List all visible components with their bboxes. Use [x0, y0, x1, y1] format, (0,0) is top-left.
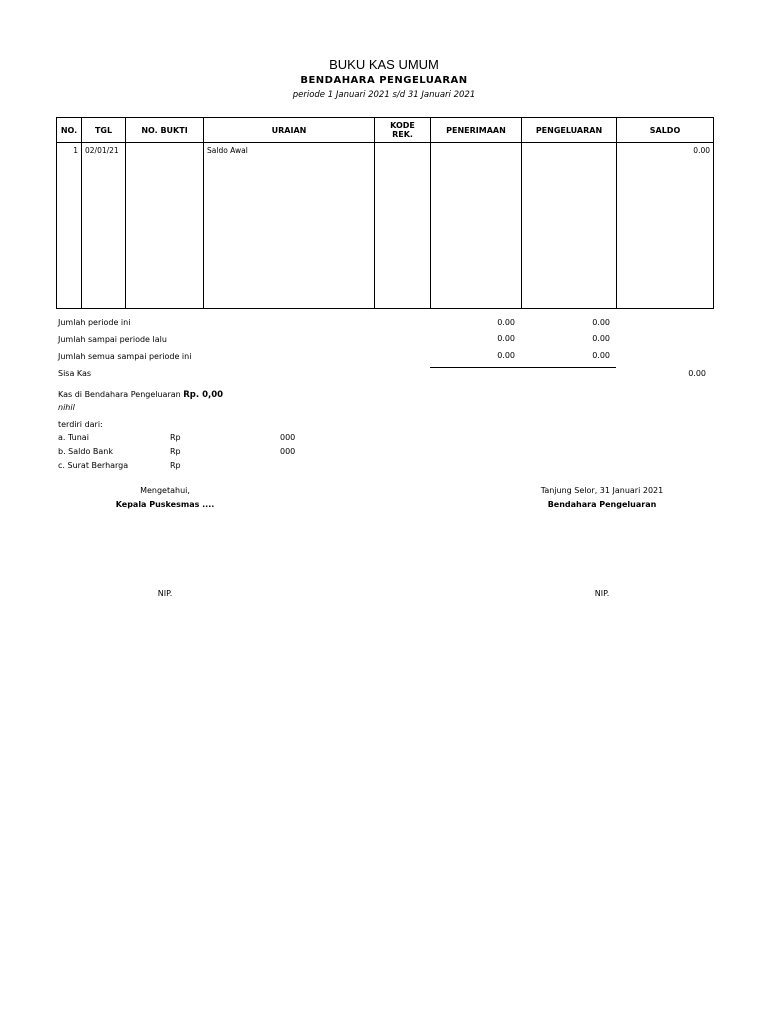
summary-periode-lalu-penerimaan: 0.00 — [497, 334, 515, 343]
cell-bukti — [126, 143, 204, 160]
kas-item-surat-currency: Rp — [170, 461, 181, 470]
signature-left-title: Kepala Puskesmas .... — [115, 500, 215, 509]
kas-item-bank-value: 000 — [280, 447, 296, 456]
kode-line-1: KODE — [390, 121, 415, 130]
column-header-kode-rek — [375, 118, 431, 143]
column-header-pengeluaran: PENGELUARAN — [522, 118, 617, 143]
kas-item-surat-label: c. Surat Berharga — [58, 461, 129, 470]
summary-divider — [430, 367, 616, 368]
cell-tgl: 02/01/21 — [82, 143, 126, 160]
column-header-no: NO. — [57, 118, 82, 143]
cell-pengeluaran — [522, 143, 617, 160]
column-header-tgl: TGL — [82, 118, 126, 143]
summary-semua-penerimaan: 0.00 — [497, 351, 515, 360]
summary-periode-ini-pengeluaran: 0.00 — [592, 318, 610, 327]
kas-item-tunai-label: a. Tunai — [58, 433, 89, 442]
table-filler-row — [57, 159, 714, 309]
summary-periode-lalu-label: Jumlah sampai periode lalu — [58, 335, 167, 344]
summary-semua-label: Jumlah semua sampai periode ini — [58, 352, 192, 361]
summary-semua-pengeluaran: 0.00 — [592, 351, 610, 360]
table-header-row — [57, 118, 714, 143]
kode-line-2: REK. — [392, 130, 413, 139]
column-header-no-bukti: NO. BUKTI — [126, 118, 204, 143]
kas-item-tunai-currency: Rp — [170, 433, 181, 442]
kas-statement — [58, 390, 223, 400]
column-header-saldo: SALDO — [617, 118, 714, 143]
signature-left-nip: NIP. — [157, 589, 173, 598]
column-header-uraian: URAIAN — [204, 118, 375, 143]
table-row — [57, 143, 714, 160]
document-subtitle: BENDAHARA PENGELUARAN — [300, 75, 468, 86]
cell-kode — [375, 143, 431, 160]
sisa-kas-label: Sisa Kas — [58, 369, 92, 378]
kas-item-tunai-value: 000 — [280, 433, 296, 442]
terdiri-label: terdiri dari: — [58, 420, 103, 429]
cell-saldo: 0.00 — [617, 143, 714, 160]
signature-left-intro: Mengetahui, — [140, 486, 190, 495]
signature-right-title: Bendahara Pengeluaran — [547, 500, 657, 509]
cell-no: 1 — [57, 143, 82, 160]
summary-periode-ini-label: Jumlah periode ini — [58, 318, 131, 327]
kas-item-bank-currency: Rp — [170, 447, 181, 456]
cash-book-table — [56, 117, 714, 309]
document-period: periode 1 Januari 2021 s/d 31 Januari 2021 — [292, 90, 476, 100]
kas-terbilang: nihil — [58, 403, 75, 412]
document-title: BUKU KAS UMUM — [329, 57, 439, 72]
signature-right-nip: NIP. — [594, 589, 610, 598]
signature-right-intro: Tanjung Selor, 31 Januari 2021 — [540, 486, 664, 495]
cell-penerimaan — [431, 143, 522, 160]
kas-label: Kas di Bendahara Pengeluaran — [58, 390, 184, 399]
summary-periode-lalu-pengeluaran: 0.00 — [592, 334, 610, 343]
column-header-penerimaan: PENERIMAAN — [431, 118, 522, 143]
kas-item-bank-label: b. Saldo Bank — [58, 447, 113, 456]
sisa-kas-value: 0.00 — [688, 369, 706, 378]
summary-periode-ini-penerimaan: 0.00 — [497, 318, 515, 327]
cell-uraian: Saldo Awal — [204, 143, 375, 160]
kas-amount: Rp. 0,00 — [183, 390, 224, 400]
